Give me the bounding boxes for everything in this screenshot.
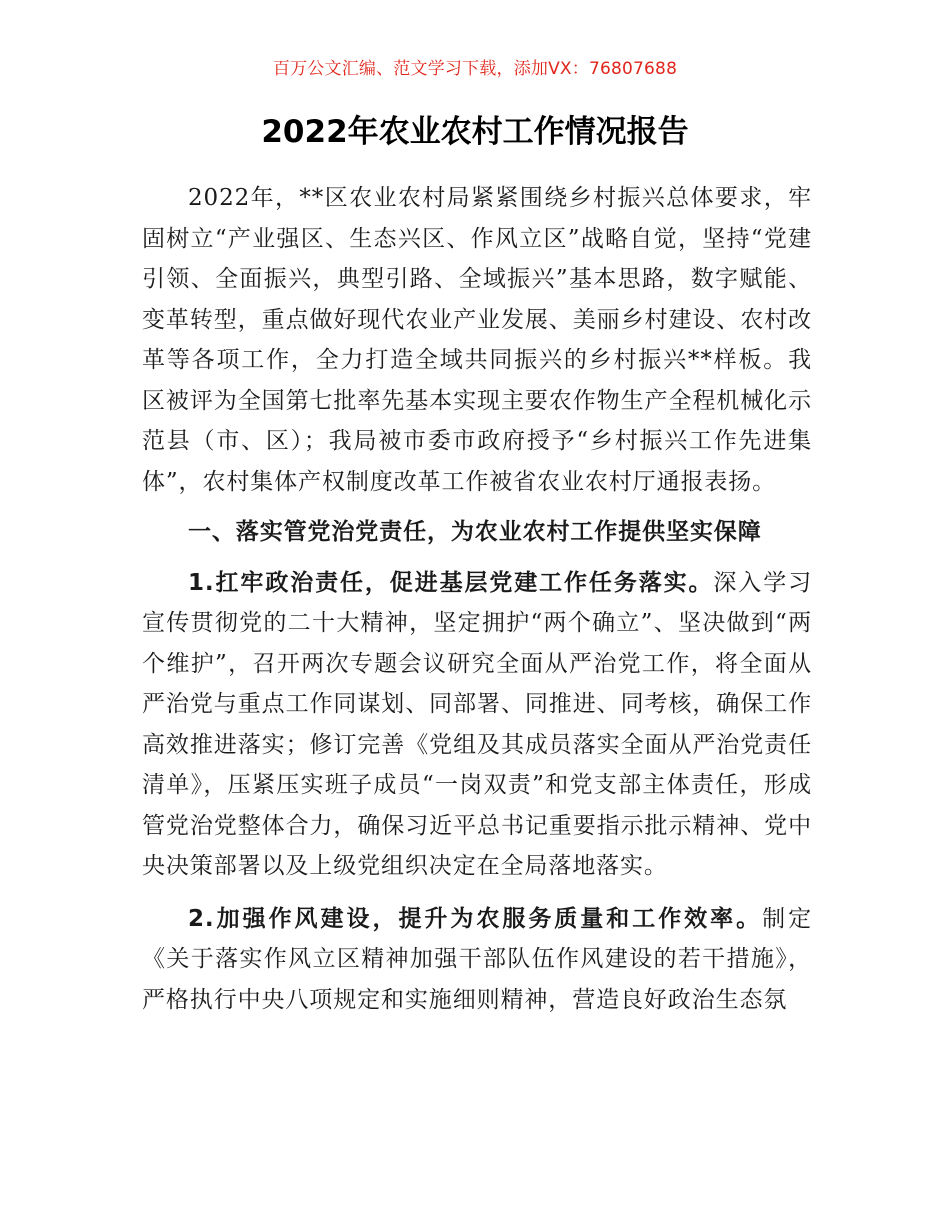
section-item-1 (142, 563, 812, 887)
section-item-2 (142, 899, 812, 1021)
watermark-text: 百万公文汇编、范文学习下载，添加VX：76807688 (272, 59, 678, 79)
item-lead: 1.扛牢政治责任，促进基层党建工作任务落实。 (188, 569, 714, 596)
intro-paragraph: 2022年，**区农业农村局紧紧围绕乡村振兴总体要求，牢固树立“产业强区、生态兴区、作风立区”战略自觉，坚持“党建引领、全面振兴，典型引路、全域振兴”基本思路，数字赋能、变革转型，重点做好现代农业产业发展、美丽乡村建设、农村改革等各项工作，全力打造全域共同振兴的乡村振兴**样板。我区被评为全国第七批率先基本实现主要农作物生产全程机械化示范县（市、区）；我局被市委市政府授予“乡村振兴工作先进集体”，农村集体产权制度改革工作被省农业农村厅通报表扬。 (142, 185, 812, 495)
document-body (142, 178, 812, 1032)
document-title: 2022年农业农村工作情况报告 (261, 114, 689, 150)
item-lead: 2.加强作风建设，提升为农服务质量和工作效率。 (188, 905, 763, 932)
item-text: 制定《关于落实作风立区精神加强干部队伍作风建设的若干措施》，严格执行中央八项规定和实施细则精神，营造良好政治生态氛 (142, 905, 812, 1013)
section-heading: 一、落实管党治党责任，为农业农村工作提供坚实保障 (188, 519, 762, 545)
item-text: 深入学习宣传贯彻党的二十大精神，坚定拥护“两个确立”、坚决做到“两个维护”，召开两次专题会议研究全面从严治党工作，将全面从严治党与重点工作同谋划、同部署、同推进、同考核，确保工作高效推进落实；修订完善《党组及其成员落实全面从严治党责任清单》，压紧压实班子成员“一岗双责”和党支部主体责任，形成管党治党整体合力，确保习近平总书记重要指示批示精神、党中央决策部署以及上级党组织决定在全局落地落实。 (142, 569, 812, 879)
